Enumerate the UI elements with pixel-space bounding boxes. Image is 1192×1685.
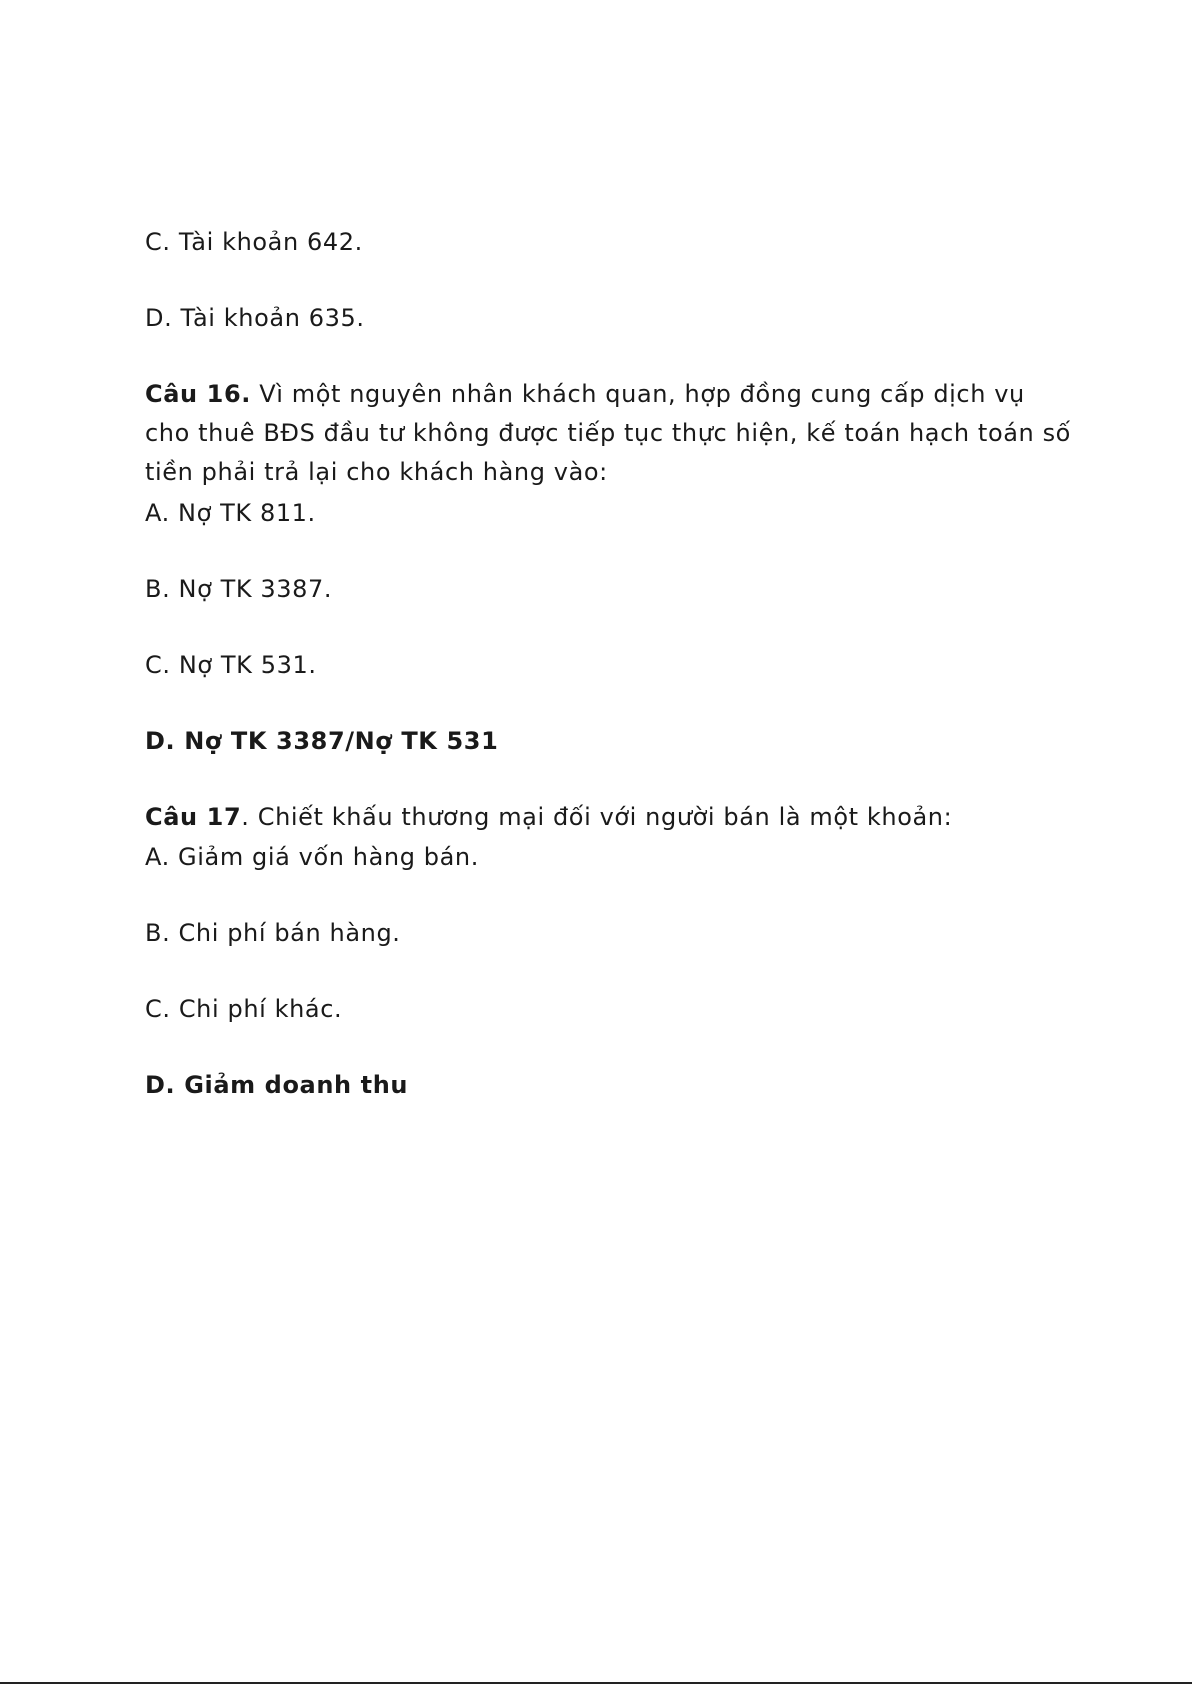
q16-option-a: A. Nợ TK 811. xyxy=(145,499,316,527)
q16-option-d-answer: D. Nợ TK 3387/Nợ TK 531 xyxy=(145,727,499,755)
page-bottom-rule xyxy=(0,1682,1192,1684)
q17-option-c: C. Chi phí khác. xyxy=(145,995,343,1023)
q17-option-b: B. Chi phí bán hàng. xyxy=(145,919,401,947)
question-17-text: . Chiết khấu thương mại đối với người bán là một khoản: xyxy=(241,803,953,831)
q16-option-b: B. Nợ TK 3387. xyxy=(145,575,333,603)
question-16 xyxy=(145,375,1075,492)
q17-option-a: A. Giảm giá vốn hàng bán. xyxy=(145,843,479,871)
question-17-label: Câu 17 xyxy=(145,803,242,831)
prev-option-d: D. Tài khoản 635. xyxy=(145,304,365,332)
question-16-label: Câu 16. xyxy=(145,380,251,408)
q17-option-d-answer: D. Giảm doanh thu xyxy=(145,1071,409,1099)
prev-option-c: C. Tài khoản 642. xyxy=(145,228,363,256)
q16-option-c: C. Nợ TK 531. xyxy=(145,651,317,679)
question-17 xyxy=(145,798,1075,837)
question-16-text: Vì một nguyên nhân khách quan, hợp đồng cung cấp dịch vụ cho thuê BĐS đầu tư không được tiếp tục thực hiện, kế toán hạch toán số tiền phải trả lại cho khách hàng vào: xyxy=(145,380,1071,486)
